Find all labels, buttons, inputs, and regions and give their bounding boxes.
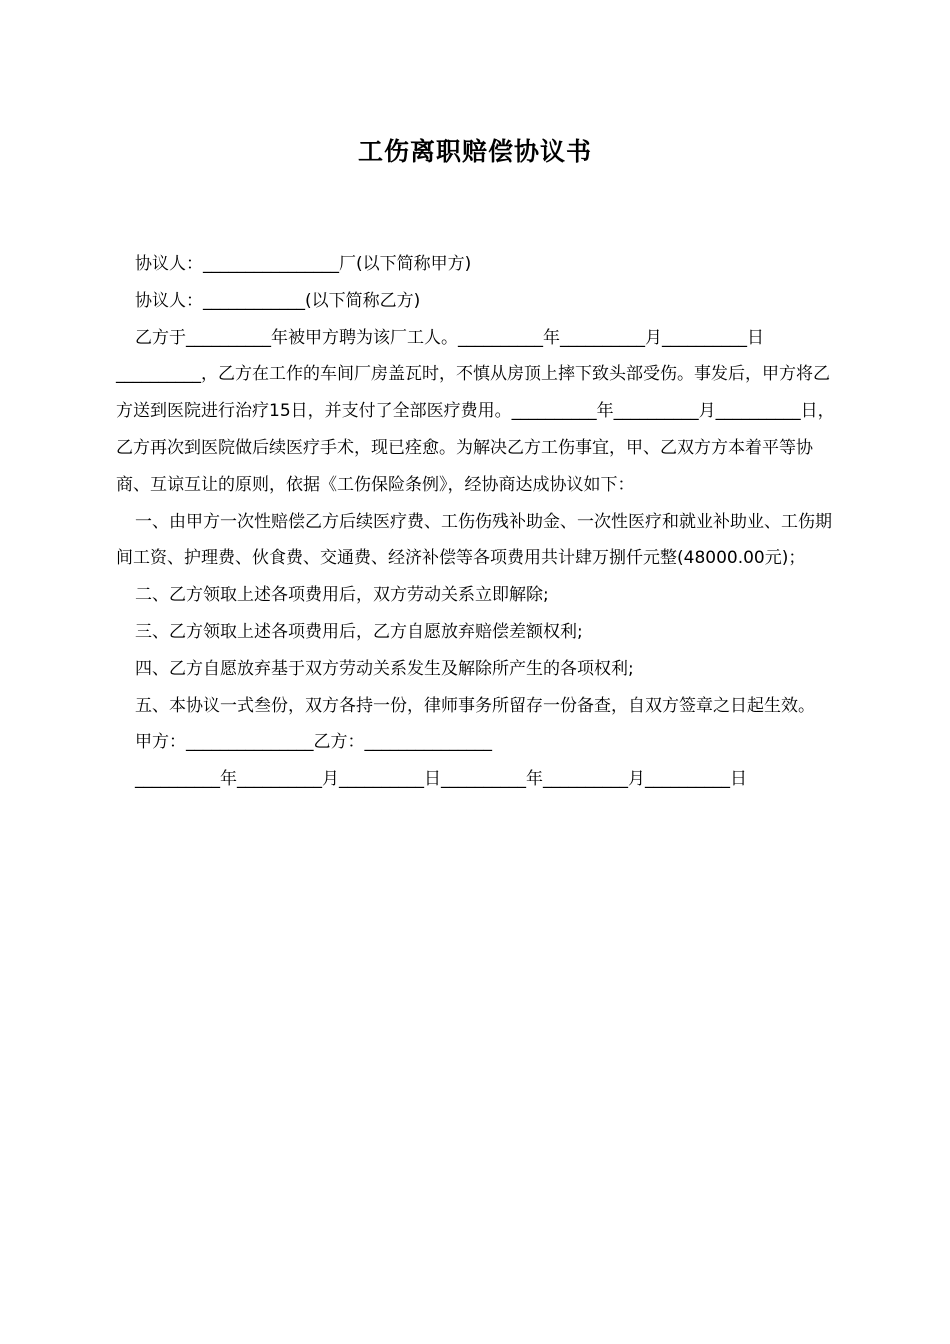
signature-line: 甲方：_______________乙方：_______________ <box>135 732 492 753</box>
background-paragraph: 乙方于__________年被甲方聘为该厂工人。__________年__________月__________日__________，乙方在工作的车间厂房盖瓦时，不慎从房顶上摔下致头部受伤。事发后，甲方将乙方送到医院进行治疗15日，并支付了全部医疗费用。__________年__________月__________日，乙方再次到医院做后续医疗手术，现已痊愈。为解决乙方工伤事宜，甲、乙双方方本着平等协商、互谅互让的原则，依据《工伤保险条例》，经协商达成协议如下： <box>116 327 835 495</box>
clause-two: 二、乙方领取上述各项费用后，双方劳动关系立即解除; <box>135 585 549 606</box>
clause-five: 五、本协议一式叁份，双方各持一份，律师事务所留存一份备查，自双方签章之日起生效。 <box>135 695 815 716</box>
party-a-line: 协议人：________________厂(以下简称甲方) <box>135 254 472 274</box>
clause-four: 四、乙方自愿放弃基于双方劳动关系发生及解除所产生的各项权利; <box>135 658 634 679</box>
party-b-line: 协议人：____________(以下简称乙方) <box>135 290 421 311</box>
clause-three: 三、乙方领取上述各项费用后，乙方自愿放弃赔偿差额权利; <box>135 621 583 642</box>
document-body <box>116 246 836 798</box>
date-line: __________年__________月__________日__________年__________月__________日 <box>135 769 747 790</box>
document-title: 工伤离职赔偿协议书 <box>357 137 592 166</box>
clause-one: 一、由甲方一次性赔偿乙方后续医疗费、工伤伤残补助金、一次性医疗和就业补助业、工伤期间工资、护理费、伙食费、交通费、经济补偿等各项费用共计肆万捌仟元整(48000.00元)； <box>116 511 832 569</box>
